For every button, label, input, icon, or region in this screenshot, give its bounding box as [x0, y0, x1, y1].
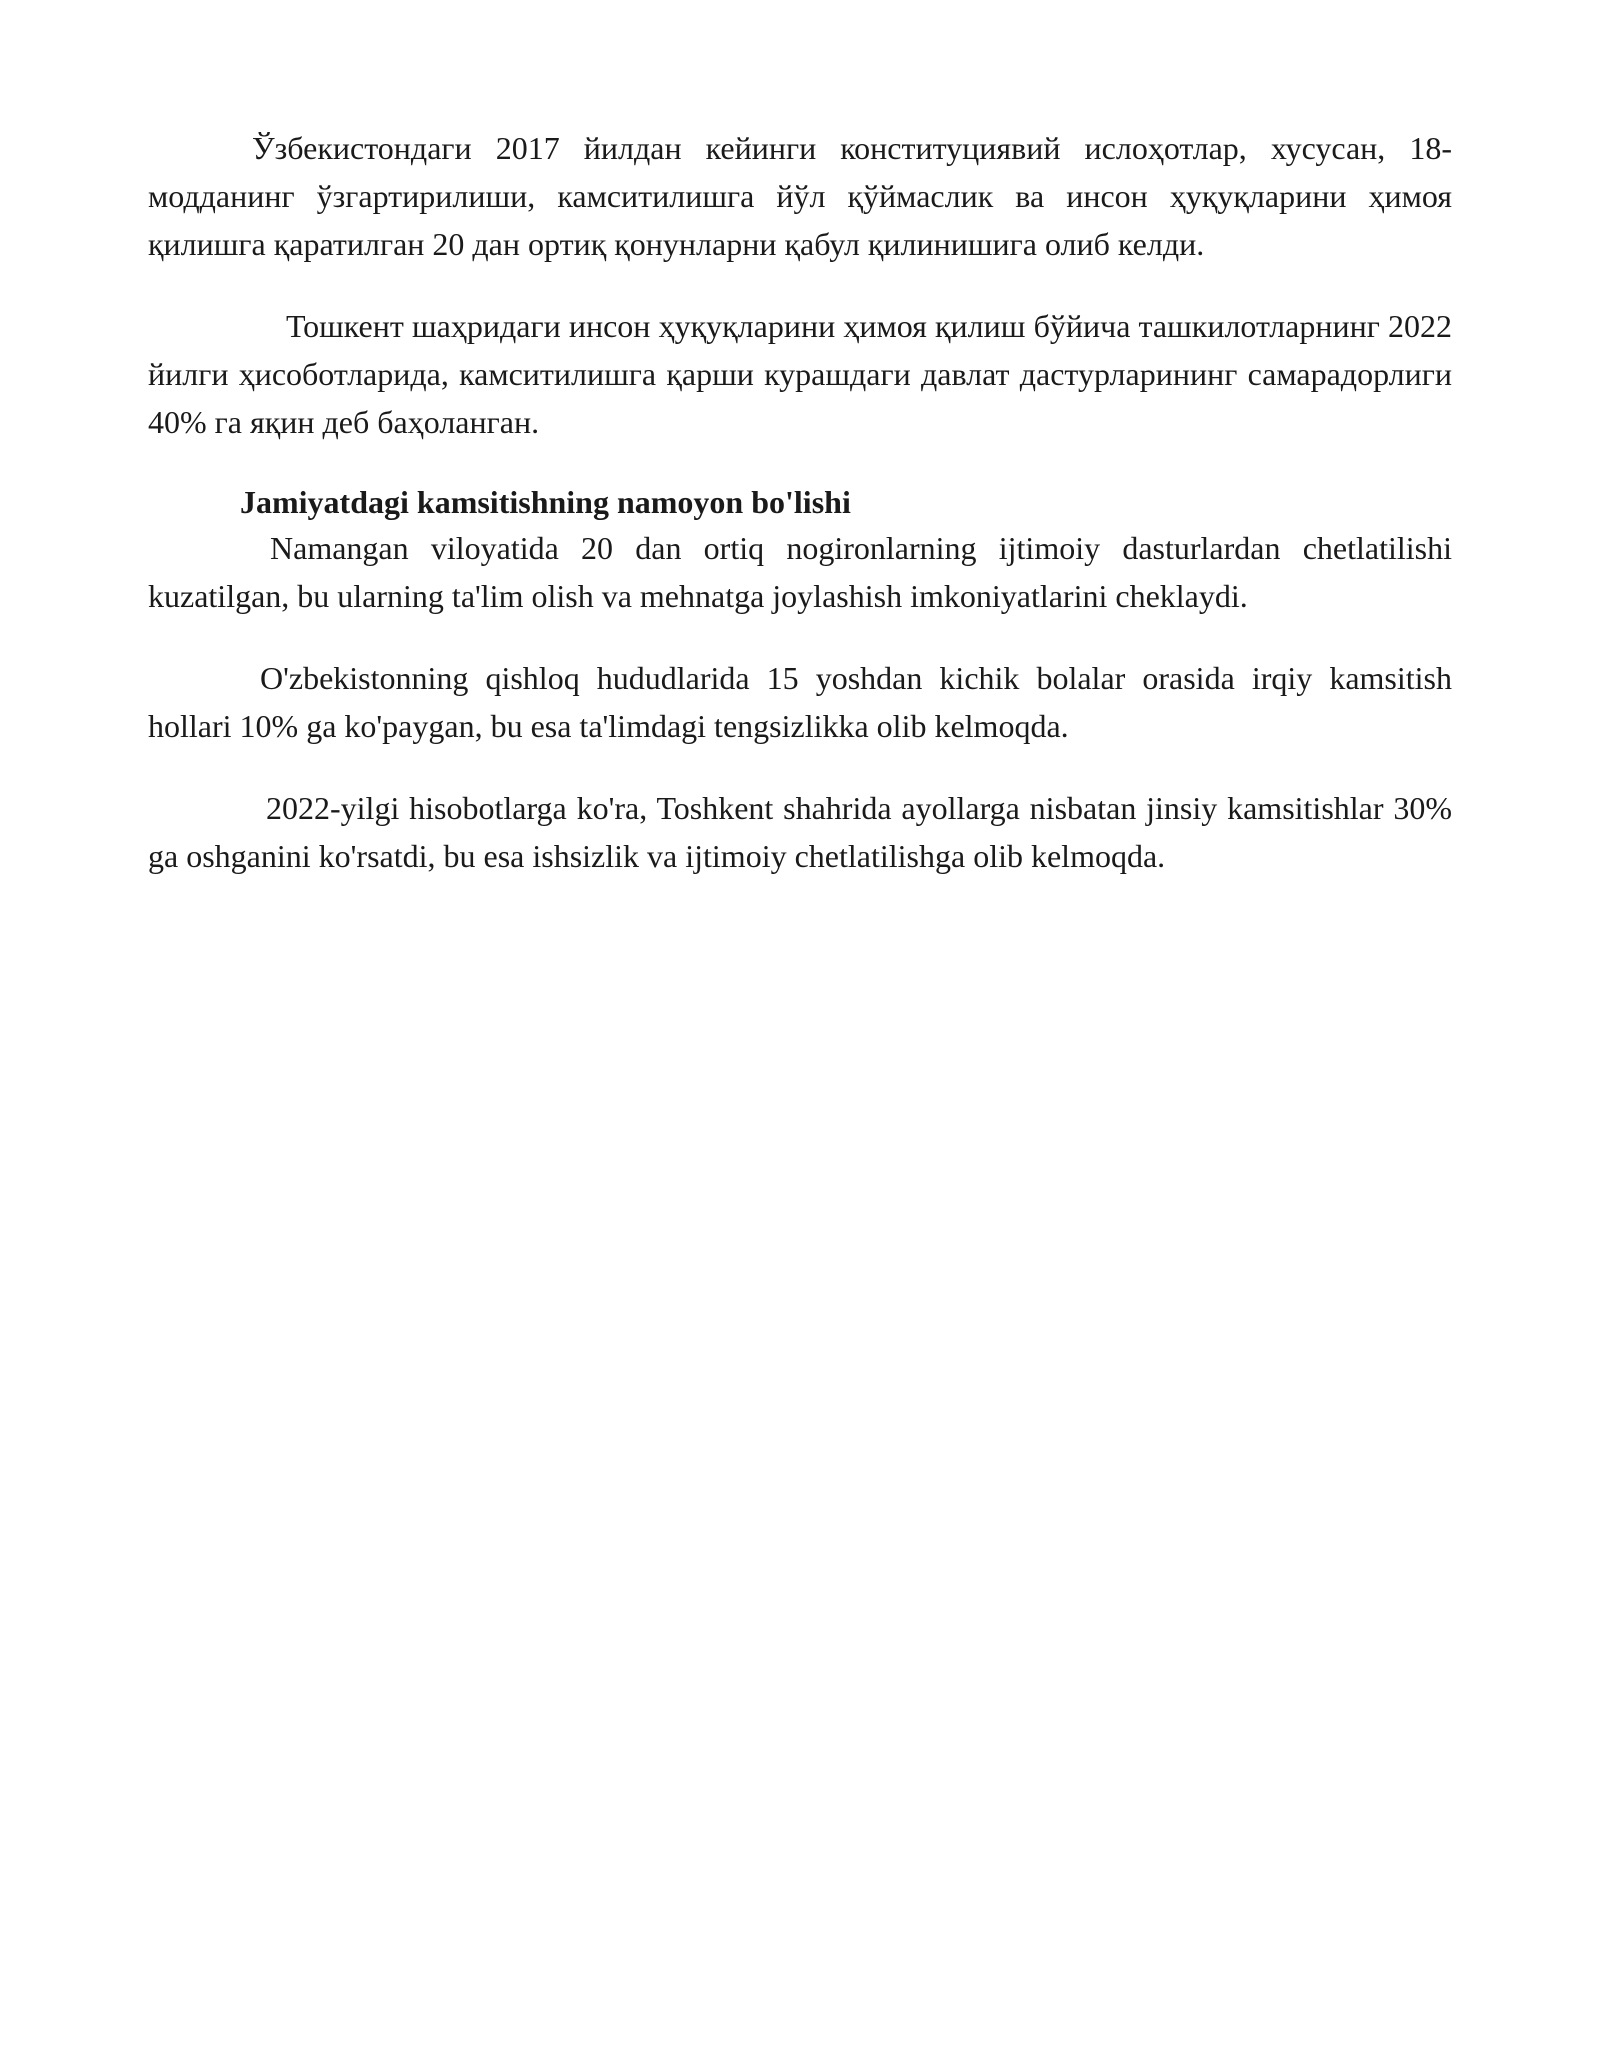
paragraph-rural-children: O'zbekistonning qishloq hududlarida 15 yoshdan kichik bolalar orasida irqiy kamsitish hollari 10% ga ko'paygan, bu esa ta'limdagi tengsizlikka olib kelmoqda.: [148, 660, 1452, 744]
paragraph-constitutional-reforms: Ўзбекистондаги 2017 йилдан кейинги конституциявий ислоҳотлар, хусусан, 18-модданинг ўзгартирилиши, камситилишга йўл қўймаслик ва инсон ҳуқуқларини ҳимоя қилишга қаратилган 20 дан ортиқ қонунларни қабул қилинишига олиб келди.: [148, 130, 1452, 262]
document-body: [148, 124, 1452, 880]
paragraph-namangan: Namangan viloyatida 20 dan ortiq nogironlarning ijtimoiy dasturlardan chetlatilishi kuzatilgan, bu ularning ta'lim olish va mehnatga joylashish imkoniyatlarini cheklaydi.: [148, 530, 1452, 614]
paragraph-gender-discrimination: 2022-yilgi hisobotlarga ko'ra, Toshkent shahrida ayollarga nisbatan jinsiy kamsitishlar 30% ga oshganini ko'rsatdi, bu esa ishsizlik va ijtimoiy chetlatilishga olib kelmoqda.: [148, 790, 1452, 874]
section-heading: Jamiyatdagi kamsitishning namoyon bo'lishi: [240, 484, 851, 520]
paragraph-tashkent-reports: Тошкент шаҳридаги инсон ҳуқуқларини ҳимоя қилиш бўйича ташкилотларнинг 2022 йилги ҳисоботларида, камситилишга қарши курашдаги давлат дастурларининг самарадорлиги 40% га яқин деб баҳоланган.: [148, 308, 1452, 440]
